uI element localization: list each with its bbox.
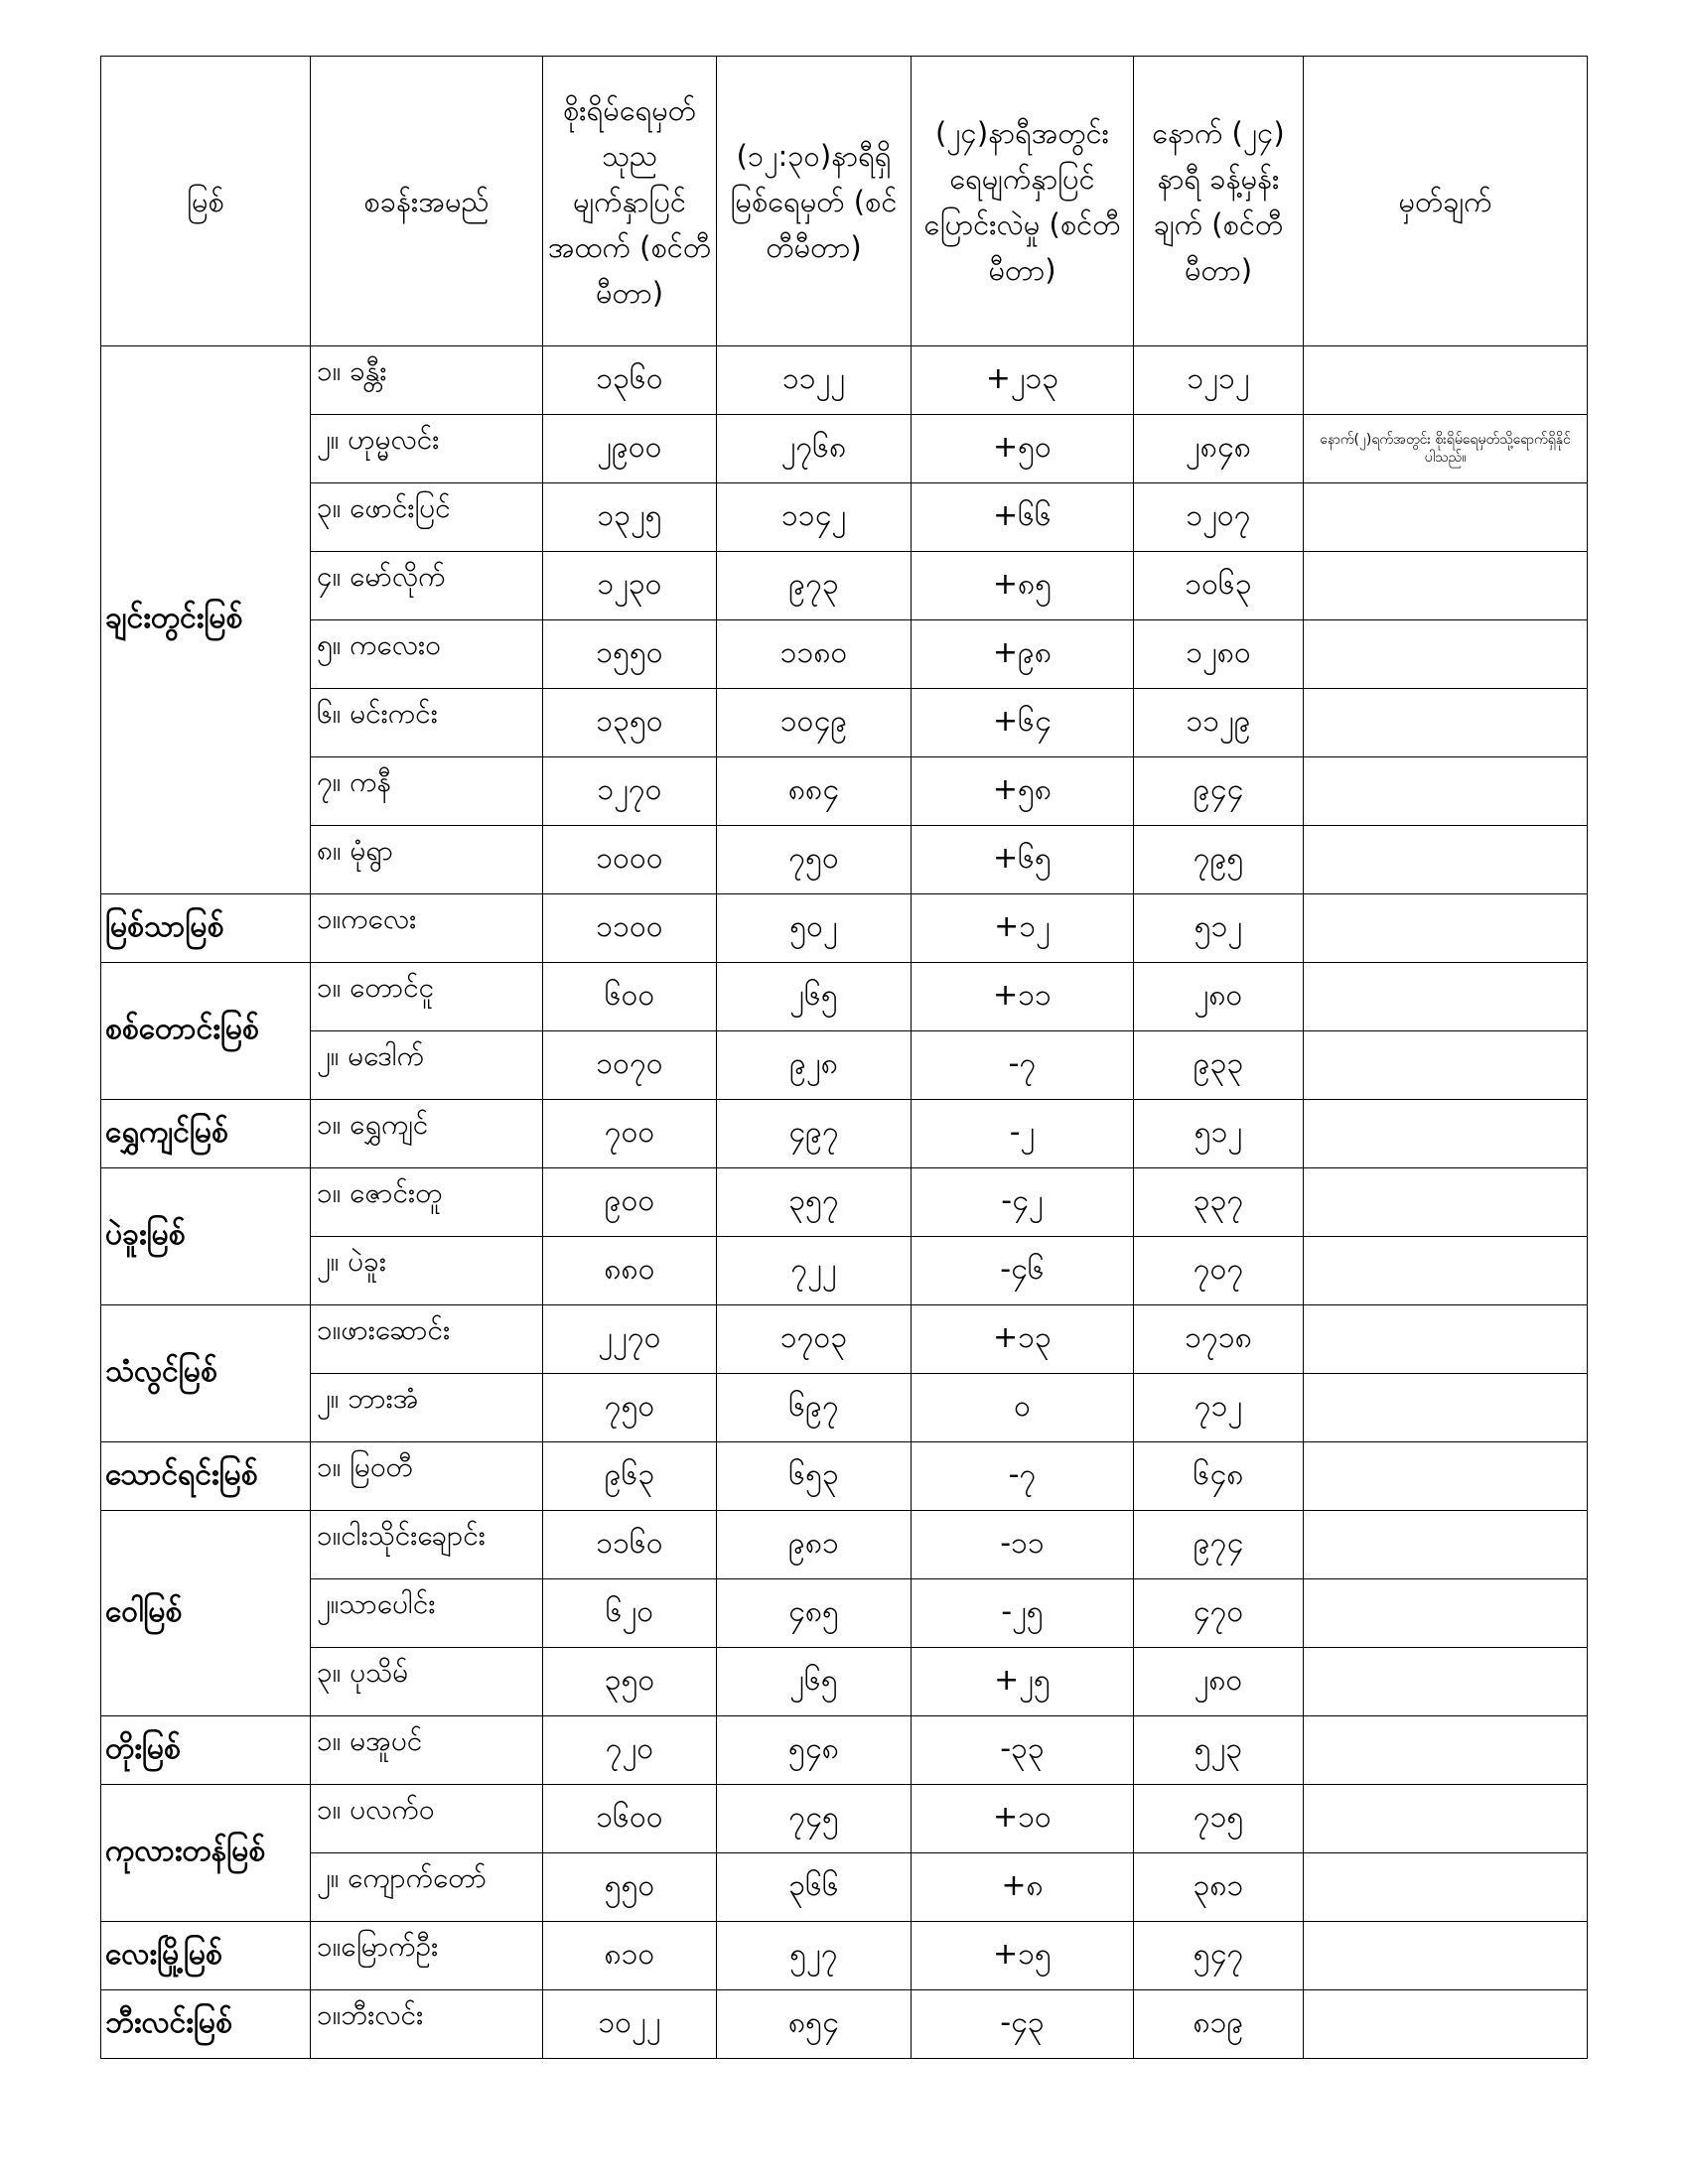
danger-level-cell: ၁၃၅၀ xyxy=(543,689,717,757)
station-cell: ၂။ ပဲခူး xyxy=(311,1237,543,1305)
danger-level-cell: ၁၂၃၀ xyxy=(543,552,717,620)
danger-level-cell: ၁၀၂၂ xyxy=(543,1990,717,2059)
current-level-cell: ၅၂၇ xyxy=(717,1922,912,1990)
danger-level-cell: ၇၅၀ xyxy=(543,1374,717,1442)
station-cell: ၃။ ပုသိမ် xyxy=(311,1648,543,1716)
remark-cell xyxy=(1304,826,1588,894)
current-level-cell: ၁၀၄၉ xyxy=(717,689,912,757)
danger-level-cell: ၁၅၅၀ xyxy=(543,620,717,689)
remark-cell xyxy=(1304,1990,1588,2059)
change-cell: -၇ xyxy=(912,1442,1134,1511)
current-level-cell: ၅၀၂ xyxy=(717,894,912,963)
danger-level-cell: ၁၆၀၀ xyxy=(543,1785,717,1853)
river-water-level-table xyxy=(100,56,1588,2059)
forecast-cell: ၁၇၁၈ xyxy=(1134,1305,1304,1374)
change-cell: +၁၁ xyxy=(912,963,1134,1031)
river-name-cell: မြစ်သာမြစ် xyxy=(101,894,311,963)
station-cell: ၂။ ဟုမ္မလင်း xyxy=(311,415,543,483)
remark-cell xyxy=(1304,1100,1588,1168)
change-cell: +၁၃ xyxy=(912,1305,1134,1374)
station-cell: ၂။ မဒေါက် xyxy=(311,1031,543,1100)
remark-cell xyxy=(1304,1922,1588,1990)
current-level-cell: ၆၉၇ xyxy=(717,1374,912,1442)
river-name-cell: ရွှေကျင်မြစ် xyxy=(101,1100,311,1168)
remark-cell xyxy=(1304,620,1588,689)
table-row xyxy=(101,689,1588,757)
current-level-cell: ၇၄၅ xyxy=(717,1785,912,1853)
change-cell: ၀ xyxy=(912,1374,1134,1442)
remark-cell xyxy=(1304,1579,1588,1648)
station-cell: ၄။ မော်လိုက် xyxy=(311,552,543,620)
table-row xyxy=(101,1237,1588,1305)
table-row xyxy=(101,757,1588,826)
danger-level-cell: ၆၀၀ xyxy=(543,963,717,1031)
danger-level-cell: ၉၆၃ xyxy=(543,1442,717,1511)
danger-level-cell: ၈၈၀ xyxy=(543,1237,717,1305)
station-cell: ၁။ဖားဆောင်း xyxy=(311,1305,543,1374)
forecast-cell: ၁၀၆၃ xyxy=(1134,552,1304,620)
station-cell: ၁။ငါးသိုင်းချောင်း xyxy=(311,1511,543,1579)
danger-level-cell: ၁၂၇၀ xyxy=(543,757,717,826)
current-level-cell: ၁၁၈၀ xyxy=(717,620,912,689)
danger-level-cell: ၂၉၀၀ xyxy=(543,415,717,483)
remark-cell xyxy=(1304,1648,1588,1716)
forecast-cell: ၉၃၃ xyxy=(1134,1031,1304,1100)
forecast-cell: ၃၃၇ xyxy=(1134,1168,1304,1237)
table-row xyxy=(101,1922,1588,1990)
river-name-cell: သောင်ရင်းမြစ် xyxy=(101,1442,311,1511)
table-row xyxy=(101,1579,1588,1648)
change-cell: +၆၅ xyxy=(912,826,1134,894)
table-row xyxy=(101,963,1588,1031)
table-row xyxy=(101,1853,1588,1922)
remark-cell xyxy=(1304,552,1588,620)
forecast-cell: ၂၈၀ xyxy=(1134,1648,1304,1716)
header-24h-change: (၂၄)နာရီအတွင်း ရေမျက်နှာပြင် ပြောင်းလဲမှု (စင်တီမီတာ) xyxy=(912,57,1134,346)
remark-cell xyxy=(1304,1305,1588,1374)
danger-level-cell: ၁၁၀၀ xyxy=(543,894,717,963)
current-level-cell: ၅၄၈ xyxy=(717,1716,912,1785)
station-cell: ၃။ ဖောင်းပြင် xyxy=(311,483,543,552)
forecast-cell: ၈၁၉ xyxy=(1134,1990,1304,2059)
current-level-cell: ၉၇၃ xyxy=(717,552,912,620)
current-level-cell: ၇၂၂ xyxy=(717,1237,912,1305)
forecast-cell: ၇၁၅ xyxy=(1134,1785,1304,1853)
remark-cell xyxy=(1304,1031,1588,1100)
change-cell: +၅၀ xyxy=(912,415,1134,483)
change-cell: +၁၅ xyxy=(912,1922,1134,1990)
table-row xyxy=(101,415,1588,483)
forecast-cell: ၂၈၀ xyxy=(1134,963,1304,1031)
river-name-cell: ပဲခူးမြစ် xyxy=(101,1168,311,1305)
station-cell: ၂။ ကျောက်တော် xyxy=(311,1853,543,1922)
danger-level-cell: ၂၂၇၀ xyxy=(543,1305,717,1374)
danger-level-cell: ၆၂၀ xyxy=(543,1579,717,1648)
forecast-cell: ၆၄၈ xyxy=(1134,1442,1304,1511)
station-cell: ၁။မြောက်ဦး xyxy=(311,1922,543,1990)
table-row xyxy=(101,1031,1588,1100)
current-level-cell: ၂၆၅ xyxy=(717,1648,912,1716)
header-remarks: မှတ်ချက် xyxy=(1304,57,1588,346)
river-name-cell: သံလွင်မြစ် xyxy=(101,1305,311,1442)
table-row xyxy=(101,483,1588,552)
danger-level-cell: ၁၃၆၀ xyxy=(543,346,717,415)
river-name-cell: တိုးမြစ် xyxy=(101,1716,311,1785)
station-cell: ၂။သာပေါင်း xyxy=(311,1579,543,1648)
forecast-cell: ၇၉၅ xyxy=(1134,826,1304,894)
river-name-cell: ကုလားတန်မြစ် xyxy=(101,1785,311,1922)
current-level-cell: ၁၇၀၃ xyxy=(717,1305,912,1374)
table-row xyxy=(101,1100,1588,1168)
current-level-cell: ၂၆၅ xyxy=(717,963,912,1031)
river-name-cell: ဘီးလင်းမြစ် xyxy=(101,1990,311,2059)
station-cell: ၁။ မြဝတီ xyxy=(311,1442,543,1511)
table-row xyxy=(101,826,1588,894)
danger-level-cell: ၁၀၀၀ xyxy=(543,826,717,894)
forecast-cell: ၉၇၄ xyxy=(1134,1511,1304,1579)
river-name-cell: ဝေါမြစ် xyxy=(101,1511,311,1716)
forecast-cell: ၃၈၁ xyxy=(1134,1853,1304,1922)
station-cell: ၂။ ဘားအံ xyxy=(311,1374,543,1442)
change-cell: -၄၃ xyxy=(912,1990,1134,2059)
forecast-cell: ၁၂၀၇ xyxy=(1134,483,1304,552)
danger-level-cell: ၁၁၆၀ xyxy=(543,1511,717,1579)
change-cell: -၇ xyxy=(912,1031,1134,1100)
forecast-cell: ၁၂၁၂ xyxy=(1134,346,1304,415)
river-name-cell: ချင်းတွင်းမြစ် xyxy=(101,346,311,894)
danger-level-cell: ၅၅၀ xyxy=(543,1853,717,1922)
change-cell: +၂၅ xyxy=(912,1648,1134,1716)
table-row xyxy=(101,1442,1588,1511)
change-cell: -၂၅ xyxy=(912,1579,1134,1648)
current-level-cell: ၄၉၇ xyxy=(717,1100,912,1168)
remark-cell xyxy=(1304,346,1588,415)
remark-cell xyxy=(1304,894,1588,963)
remark-cell xyxy=(1304,1237,1588,1305)
forecast-cell: ၁၂၈၀ xyxy=(1134,620,1304,689)
station-cell: ၁။ တောင်ငူ xyxy=(311,963,543,1031)
danger-level-cell: ၇၀၀ xyxy=(543,1100,717,1168)
change-cell: -၂ xyxy=(912,1100,1134,1168)
table-row xyxy=(101,1168,1588,1237)
change-cell: +၈ xyxy=(912,1853,1134,1922)
change-cell: +၆၆ xyxy=(912,483,1134,552)
current-level-cell: ၇၅၀ xyxy=(717,826,912,894)
remark-cell xyxy=(1304,963,1588,1031)
remark-cell xyxy=(1304,1511,1588,1579)
header-forecast: နောက် (၂၄) နာရီ ခန့်မှန်းချက် (စင်တီမီတာ) xyxy=(1134,57,1304,346)
table-row xyxy=(101,552,1588,620)
remark-cell xyxy=(1304,1785,1588,1853)
change-cell: +၁၂ xyxy=(912,894,1134,963)
danger-level-cell: ၁၃၂၅ xyxy=(543,483,717,552)
station-cell: ၈။ မုံရွာ xyxy=(311,826,543,894)
table-row xyxy=(101,1374,1588,1442)
header-current-level: (၁၂:၃၀)နာရီရှိ မြစ်ရေမှတ် (စင်တီမီတာ) xyxy=(717,57,912,346)
current-level-cell: ၉၂၈ xyxy=(717,1031,912,1100)
station-cell: ၆။ မင်းကင်း xyxy=(311,689,543,757)
change-cell: +၂၁၃ xyxy=(912,346,1134,415)
remark-cell xyxy=(1304,1716,1588,1785)
current-level-cell: ၆၅၃ xyxy=(717,1442,912,1511)
table-row xyxy=(101,1785,1588,1853)
danger-level-cell: ၇၂၀ xyxy=(543,1716,717,1785)
header-danger-level: စိုးရိမ်ရေမှတ် သုည မျက်နှာပြင် အထက် (စင်တီမီတာ) xyxy=(543,57,717,346)
river-name-cell: စစ်တောင်းမြစ် xyxy=(101,963,311,1100)
station-cell: ၁။ ခန္တီး xyxy=(311,346,543,415)
forecast-cell: ၅၁၂ xyxy=(1134,1100,1304,1168)
river-name-cell: လေးမြို့မြစ် xyxy=(101,1922,311,1990)
remark-cell xyxy=(1304,1853,1588,1922)
change-cell: -၁၁ xyxy=(912,1511,1134,1579)
station-cell: ၁။ မအူပင် xyxy=(311,1716,543,1785)
station-cell: ၇။ ကနီ xyxy=(311,757,543,826)
current-level-cell: ၃၅၇ xyxy=(717,1168,912,1237)
remark-cell xyxy=(1304,1168,1588,1237)
current-level-cell: ၈၅၄ xyxy=(717,1990,912,2059)
change-cell: +၉၈ xyxy=(912,620,1134,689)
danger-level-cell: ၃၅၀ xyxy=(543,1648,717,1716)
table-row xyxy=(101,894,1588,963)
header-row xyxy=(101,57,1588,346)
station-cell: ၁။ဘီးလင်း xyxy=(311,1990,543,2059)
forecast-cell: ၂၈၄၈ xyxy=(1134,415,1304,483)
forecast-cell: ၁၁၂၉ xyxy=(1134,689,1304,757)
table-body xyxy=(101,346,1588,2059)
station-cell: ၁။ ပလက်ဝ xyxy=(311,1785,543,1853)
remark-cell xyxy=(1304,1442,1588,1511)
header-river: မြစ် xyxy=(101,57,311,346)
forecast-cell: ၇၁၂ xyxy=(1134,1374,1304,1442)
change-cell: +၆၄ xyxy=(912,689,1134,757)
station-cell: ၁။ကလေး xyxy=(311,894,543,963)
header-station: စခန်းအမည် xyxy=(311,57,543,346)
current-level-cell: ၃၆၆ xyxy=(717,1853,912,1922)
table-row xyxy=(101,620,1588,689)
table-row xyxy=(101,1511,1588,1579)
danger-level-cell: ၉၀၀ xyxy=(543,1168,717,1237)
table-row xyxy=(101,1990,1588,2059)
forecast-cell: ၄၇၀ xyxy=(1134,1579,1304,1648)
forecast-cell: ၅၁၂ xyxy=(1134,894,1304,963)
table-row xyxy=(101,346,1588,415)
remark-cell xyxy=(1304,1374,1588,1442)
current-level-cell: ၁၁၄၂ xyxy=(717,483,912,552)
remark-cell xyxy=(1304,689,1588,757)
current-level-cell: ၉၈၁ xyxy=(717,1511,912,1579)
forecast-cell: ၇၀၇ xyxy=(1134,1237,1304,1305)
current-level-cell: ၂၇၆၈ xyxy=(717,415,912,483)
danger-level-cell: ၁၀၇၀ xyxy=(543,1031,717,1100)
danger-level-cell: ၈၁၀ xyxy=(543,1922,717,1990)
change-cell: +၅၈ xyxy=(912,757,1134,826)
forecast-cell: ၅၄၇ xyxy=(1134,1922,1304,1990)
remark-cell xyxy=(1304,483,1588,552)
forecast-cell: ၅၂၃ xyxy=(1134,1716,1304,1785)
table-row xyxy=(101,1716,1588,1785)
change-cell: -၃၃ xyxy=(912,1716,1134,1785)
current-level-cell: ၁၁၂၂ xyxy=(717,346,912,415)
current-level-cell: ၄၈၅ xyxy=(717,1579,912,1648)
remark-cell: နောက်(၂)ရက်အတွင်း စိုးရိမ်ရေမှတ်သို့ရောက်ရှိနိုင်ပါသည်။ xyxy=(1304,415,1588,483)
change-cell: +၈၅ xyxy=(912,552,1134,620)
current-level-cell: ၈၈၄ xyxy=(717,757,912,826)
station-cell: ၁။ ရွှေကျင် xyxy=(311,1100,543,1168)
change-cell: -၄၂ xyxy=(912,1168,1134,1237)
table-row xyxy=(101,1648,1588,1716)
change-cell: +၁၀ xyxy=(912,1785,1134,1853)
forecast-cell: ၉၄၄ xyxy=(1134,757,1304,826)
station-cell: ၁။ ဇောင်းတူ xyxy=(311,1168,543,1237)
change-cell: -၄၆ xyxy=(912,1237,1134,1305)
remark-cell xyxy=(1304,757,1588,826)
table-row xyxy=(101,1305,1588,1374)
station-cell: ၅။ ကလေးဝ xyxy=(311,620,543,689)
